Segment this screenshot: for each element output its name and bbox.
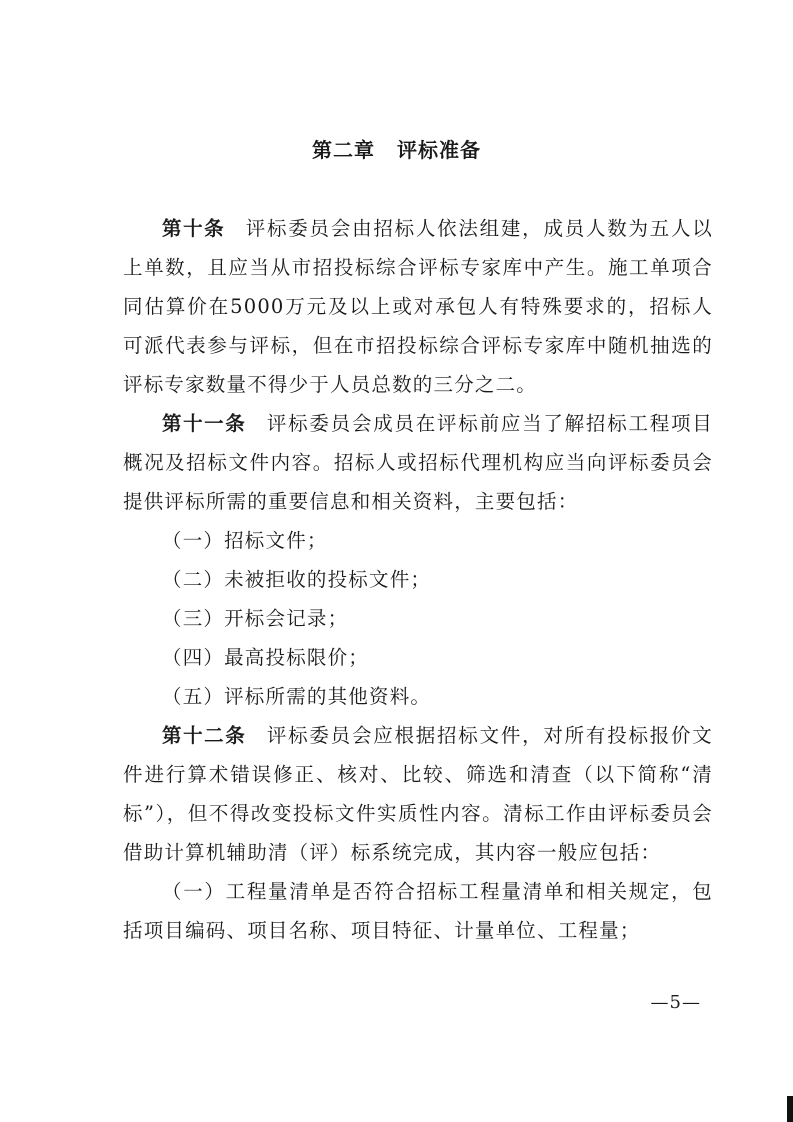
list-item: （一）招标文件； — [162, 529, 328, 552]
chapter-title — [0, 134, 793, 163]
scan-edge-mark — [787, 1096, 793, 1122]
chapter-name: 评标准备 — [397, 138, 481, 162]
article-12 — [123, 716, 713, 872]
article-label: 第十一条 — [162, 412, 247, 435]
article-11 — [123, 404, 713, 521]
article-10 — [123, 209, 713, 404]
article-text: 评标委员会由招标人依法组建，成员人数为五人以上单数，且应当从市招投标综合评标专家库中产生。施工单项合同估算价在5000万元及以上或对承包人有特殊要求的，招标人可派代表参与评标，但在市招投标综合评标专家库中随机抽选的评标专家数量不得少于人员总数的三分之二。 — [123, 217, 713, 396]
article-label: 第十条 — [162, 217, 226, 240]
list-item: （四）最高投标限价； — [162, 646, 370, 669]
article-text: 评标委员会应根据招标文件，对所有投标报价文件进行算术错误修正、核对、比较、筛选和清查（以下简称“清标”），但不得改变投标文件实质性内容。清标工作由评标委员会借助计算机辅助清（评）标系统完成，其内容一般应包括： — [123, 724, 713, 864]
list-item: （二）未被拒收的投标文件； — [162, 568, 432, 591]
article-text: 评标委员会成员在评标前应当了解招标工程项目概况及招标文件内容。招标人或招标代理机构应当向评标委员会提供评标所需的重要信息和相关资料，主要包括： — [123, 412, 713, 513]
list-item: （五）评标所需的其他资料。 — [162, 685, 432, 708]
document-body — [123, 209, 713, 950]
article-label: 第十二条 — [162, 724, 247, 747]
page-number: —5— — [650, 992, 701, 1013]
list-item: （一）工程量清单是否符合招标工程量清单和相关规定，包括项目编码、项目名称、项目特征、计量单位、工程量； — [123, 880, 713, 942]
list-item: （三）开标会记录； — [162, 607, 349, 630]
chapter-number: 第二章 — [312, 138, 375, 162]
